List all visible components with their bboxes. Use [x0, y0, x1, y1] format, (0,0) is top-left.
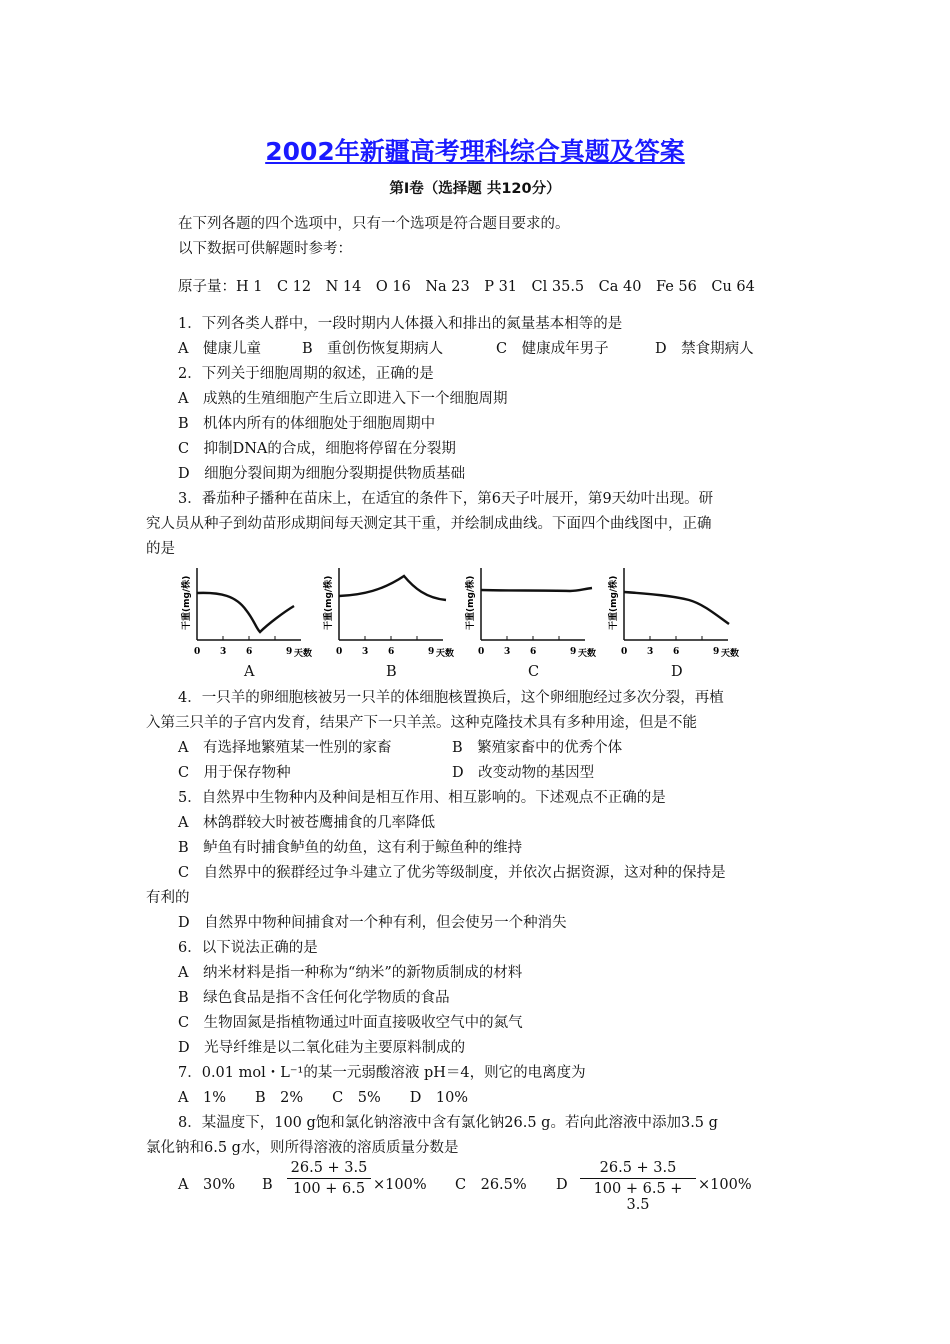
chart-a-curve [197, 593, 294, 632]
q6-option-d: D 光导纤维是以二氧化硅为主要原料制成的 [178, 1040, 466, 1056]
chart-c-tick: 6 [530, 647, 537, 657]
q2-option-d: D 细胞分裂间期为细胞分裂期提供物质基础 [178, 466, 466, 482]
chart-b-ylabel: 干重(mg/株) [324, 575, 334, 630]
q4-option-b: B 繁殖家畜中的优秀个体 [452, 740, 623, 756]
chart-c [460, 562, 608, 662]
chart-d-ylabel: 干重(mg/株) [609, 575, 619, 630]
q1-option-a: A 健康儿童 [178, 341, 261, 357]
chart-c-xlabel: 天数 [578, 649, 597, 659]
q6-option-c: C 生物固氮是指植物通过叶面直接吸收空气中的氮气 [178, 1015, 523, 1031]
chart-c-tick: 3 [504, 647, 511, 657]
chart-a [176, 562, 324, 662]
chart-a-label: A [244, 664, 255, 680]
chart-a-tick: 6 [246, 647, 253, 657]
q2-option-a: A 成熟的生殖细胞产生后立即进入下一个细胞周期 [178, 391, 508, 407]
atomic-mass-line: 原子量：H 1 C 12 N 14 O 16 Na 23 P 31 Cl 35.5 Ca 40 Fe 56 Cu 64 [178, 279, 755, 295]
q8-b-denominator: 100 + 6.5 [292, 1181, 366, 1197]
chart-b-xlabel: 天数 [436, 649, 455, 659]
q4-option-d: D 改变动物的基因型 [452, 765, 595, 781]
q6-option-b: B 绿色食品是指不含任何化学物质的食品 [178, 990, 450, 1006]
question-3-stem-cont: 的是 [146, 541, 175, 557]
chart-d [603, 562, 751, 662]
chart-b-tick: 3 [362, 647, 369, 657]
q5-option-a: A 林鸽群较大时被苍鹰捕食的几率降低 [178, 815, 435, 831]
chart-d-tick: 9 [713, 647, 720, 657]
chart-a-xlabel: 天数 [294, 649, 313, 659]
q8-option-d-suffix: ×100% [698, 1177, 752, 1193]
chart-a-tick: 3 [220, 647, 227, 657]
section-heading: 第Ⅰ卷（选择题 共120分） [389, 181, 561, 197]
question-8-stem-cont: 氯化钠和6.5 g水，则所得溶液的溶质质量分数是 [146, 1140, 459, 1156]
chart-c-curve [481, 588, 592, 591]
question-2-stem: 2．下列关于细胞周期的叙述，正确的是 [178, 366, 434, 382]
chart-b-label: B [386, 664, 397, 680]
q5-option-d: D 自然界中物种间捕食对一个种有利，但会使另一个种消失 [178, 915, 567, 931]
chart-d-curve [624, 592, 729, 624]
question-3-stem: 3．番茄种子播种在苗床上，在适宜的条件下，第6天子叶展开，第9天幼叶出现。研 [178, 491, 714, 507]
question-5-stem: 5．自然界中生物种内及种间是相互作用、相互影响的。下述观点不正确的是 [178, 790, 666, 806]
question-6-stem: 6．以下说法正确的是 [178, 940, 318, 956]
q8-option-c: C 26.5% [455, 1177, 527, 1193]
q4-option-c: C 用于保存物种 [178, 765, 291, 781]
question-8-stem: 8．某温度下，100 g饱和氯化钠溶液中含有氯化钠26.5 g。若向此溶液中添加3.5 g [178, 1115, 718, 1131]
chart-a-ylabel: 干重(mg/株) [182, 575, 192, 630]
question-4-stem-cont: 入第三只羊的子宫内发育，结果产下一只羊羔。这种克隆技术具有多种用途，但是不能 [146, 715, 697, 731]
q8-b-numerator: 26.5 + 3.5 [290, 1160, 368, 1176]
q8-option-b-fraction [287, 1160, 371, 1197]
chart-c-tick: 0 [478, 647, 485, 657]
q8-d-numerator: 26.5 + 3.5 [599, 1160, 677, 1176]
intro-line: 以下数据可供解题时参考： [178, 241, 352, 257]
chart-c-label: C [528, 664, 540, 680]
chart-d-tick: 3 [647, 647, 654, 657]
chart-b-tick: 0 [336, 647, 343, 657]
q2-option-b: B 机体内所有的体细胞处于细胞周期中 [178, 416, 436, 432]
q2-option-c: C 抑制DNA的合成，细胞将停留在分裂期 [178, 441, 456, 457]
q1-option-b: B 重创伤恢复期病人 [302, 341, 444, 357]
question-4-stem: 4．一只羊的卵细胞核被另一只羊的体细胞核置换后，这个卵细胞经过多次分裂，再植 [178, 690, 724, 706]
q7-options: A 1% B 2% C 5% D 10% [178, 1090, 469, 1106]
q1-option-c: C 健康成年男子 [496, 341, 609, 357]
chart-d-label: D [671, 664, 683, 680]
q5-option-c-cont: 有利的 [146, 890, 190, 906]
q8-option-d-fraction [580, 1160, 696, 1213]
chart-a-tick: 0 [194, 647, 201, 657]
q6-option-a: A 纳米材料是指一种称为“纳米”的新物质制成的材料 [178, 965, 523, 981]
question-3-stem-cont: 究人员从种子到幼苗形成期间每天测定其干重，并绘制成曲线。下面四个曲线图中，正确 [146, 516, 712, 532]
intro-line: 在下列各题的四个选项中，只有一个选项是符合题目要求的。 [178, 216, 570, 232]
chart-d-xlabel: 天数 [721, 649, 740, 659]
chart-b-tick: 9 [428, 647, 435, 657]
q8-option-b-suffix: ×100% [373, 1177, 427, 1193]
q1-option-d: D 禁食期病人 [655, 341, 754, 357]
chart-a-tick: 9 [286, 647, 293, 657]
page-title[interactable]: 2002年新疆高考理科综合真题及答案 [265, 137, 685, 166]
q8-option-a: A 30% [178, 1177, 236, 1193]
q4-option-a: A 有选择地繁殖某一性别的家畜 [178, 740, 392, 756]
chart-c-ylabel: 干重(mg/株) [466, 575, 476, 630]
chart-b-curve [339, 576, 446, 600]
chart-d-tick: 0 [621, 647, 628, 657]
q8-option-d-label: D [556, 1177, 568, 1193]
chart-c-tick: 9 [570, 647, 577, 657]
q5-option-c: C 自然界中的猴群经过争斗建立了优劣等级制度，并依次占据资源，这对种的保持是 [178, 865, 726, 881]
question-7-stem: 7．0.01 mol・L⁻¹的某一元弱酸溶液 pH＝4，则它的电离度为 [178, 1065, 586, 1081]
q8-option-b-label: B [262, 1177, 273, 1193]
chart-b-tick: 6 [388, 647, 395, 657]
chart-b [318, 562, 466, 662]
q5-option-b: B 鲈鱼有时捕食鲈鱼的幼鱼，这有利于鲸鱼种的维持 [178, 840, 523, 856]
q8-d-denominator: 100 + 6.5 + 3.5 [593, 1181, 683, 1213]
chart-d-tick: 6 [673, 647, 680, 657]
question-1-stem: 1．下列各类人群中，一段时期内人体摄入和排出的氮量基本相等的是 [178, 316, 623, 332]
